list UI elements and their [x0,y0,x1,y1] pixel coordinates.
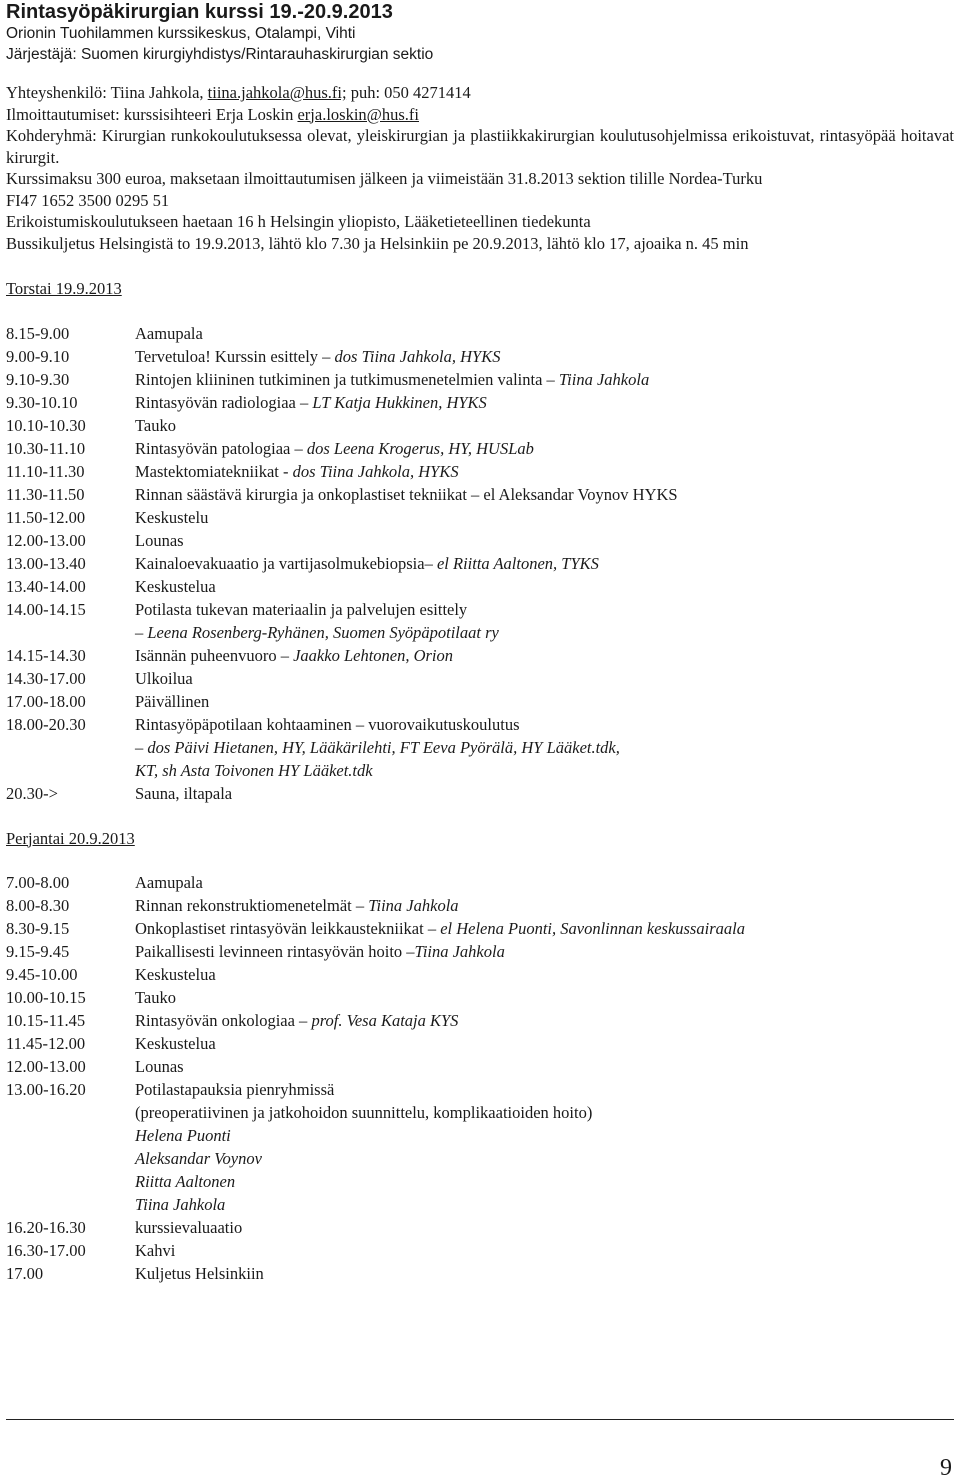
day1-schedule [6,322,954,805]
schedule-time: 9.10-9.30 [6,369,70,389]
target-group: Kohderyhmä: Kirurgian runkokoulutuksessa olevat, yleiskirurgian ja plastiikkakirurgian koulutusohjelmissa erikoistuvat, rintasyöpää hoitavat kirurgit. [6,126,954,167]
schedule-speaker: – Leena Rosenberg-Ryhänen, Suomen Syöpäpotilaat ry [135,622,499,642]
footer-divider [6,1419,954,1420]
schedule-time: 7.00-8.00 [6,873,70,892]
schedule-row [6,940,954,963]
schedule-row [6,460,954,483]
schedule-time: 8.30-9.15 [6,919,70,938]
schedule-entry [135,940,954,963]
schedule-time [6,621,135,644]
schedule-time: 10.15-11.45 [6,1011,86,1030]
schedule-entry [135,644,954,667]
schedule-row [6,1032,954,1055]
schedule-row [6,1055,954,1078]
schedule-entry [135,414,954,437]
schedule-time: 13.00-13.40 [6,553,86,573]
schedule-topic: Keskustelua [135,1034,216,1053]
schedule-entry [135,894,954,917]
schedule-topic: Tauko [135,988,177,1007]
schedule-topic: Tervetuloa! Kurssin esittely [135,346,323,366]
schedule-speaker: Aleksandar Voynov [135,1149,262,1168]
schedule-row [6,1216,954,1239]
schedule-time: 9.15-9.45 [6,942,70,961]
schedule-topic: Rinnan rekonstruktiomenetelmät – [135,896,369,915]
schedule-time [6,1147,135,1170]
schedule-entry [135,736,954,759]
schedule-time: 13.40-14.00 [6,576,86,596]
course-title: Rintasyöpäkirurgian kurssi 19.-20.9.2013 [6,1,393,23]
schedule-topic: Keskustelu [135,507,209,527]
page-number: 9 [940,1455,952,1481]
schedule-row [6,782,954,805]
schedule-entry [135,1101,954,1124]
schedule-row [6,963,954,986]
schedule-speaker: Tiina Jahkola [368,896,459,915]
registration-email-link[interactable]: erja.loskin@hus.fi [297,104,419,124]
schedule-topic: Rintasyövän patologiaa – [135,438,307,458]
contact-line [6,82,954,104]
schedule-row [6,345,954,368]
schedule-topic: Rintasyöpäpotilaan kohtaaminen – vuorovaikutuskoulutus [135,714,520,734]
schedule-topic: Rintasyövän onkologiaa – [135,1011,312,1030]
schedule-entry [135,1239,954,1262]
schedule-time: 12.00-13.00 [6,530,86,550]
course-organizer: Järjestäjä: Suomen kirurgiyhdistys/Rintarauhaskirurgian sektio [6,45,434,63]
contact-phone: puh: 050 4271414 [346,83,471,102]
schedule-topic: Aamupala [135,323,203,343]
schedule-speaker: el Helena Puonti, Savonlinnan keskussairaala [440,919,745,938]
schedule-row [6,917,954,940]
schedule-topic: Päivällinen [135,691,210,711]
schedule-entry [135,575,954,598]
schedule-time [6,1193,135,1216]
schedule-entry [135,345,954,368]
schedule-entry [135,506,954,529]
schedule-topic: Paikallisesti levinneen rintasyövän hoito – [135,942,415,961]
schedule-entry [135,917,954,940]
bus-info: Bussikuljetus Helsingistä to 19.9.2013, lähtö klo 7.30 ja Helsinkiin pe 20.9.2013, lähtö klo 17, ajoaika n. 45 min [6,233,749,253]
schedule-entry [135,483,954,506]
schedule-row [6,736,954,759]
schedule-time: 12.00-13.00 [6,1057,86,1076]
schedule-entry [135,1032,954,1055]
schedule-topic: Kainaloevakuaatio ja vartijasolmukebiopsia– [135,553,437,573]
schedule-row [6,437,954,460]
schedule-entry [135,552,954,575]
schedule-entry [135,782,954,805]
schedule-topic: Mastektomiatekniikat - [135,461,293,481]
schedule-topic: Lounas [135,530,184,550]
schedule-row [6,1170,954,1193]
schedule-entry [135,1078,954,1101]
schedule-row [6,621,954,644]
schedule-time: 16.20-16.30 [6,1218,86,1237]
schedule-row [6,506,954,529]
schedule-row [6,1193,954,1216]
schedule-time: 18.00-20.30 [6,714,86,734]
schedule-entry [135,621,954,644]
schedule-speaker: Riitta Aaltonen [135,1172,236,1191]
credits-info: Erikoistumiskoulutukseen haetaan 16 h Helsingin yliopisto, Lääketieteellinen tiedekunta [6,212,591,231]
schedule-entry [135,1124,954,1147]
schedule-topic: Tauko [135,415,177,435]
schedule-entry [135,713,954,736]
schedule-time: 10.00-10.15 [6,988,86,1007]
schedule-speaker: – dos Päivi Hietanen, HY, Lääkärilehti, FT Eeva Pyörälä, HY Lääket.tdk, [135,737,620,757]
day2-schedule [6,871,954,1285]
schedule-topic: Keskustelua [135,576,216,596]
schedule-time: 20.30-> [6,783,58,803]
schedule-time: 14.30-17.00 [6,668,86,688]
schedule-row [6,368,954,391]
schedule-entry [135,963,954,986]
schedule-row [6,529,954,552]
schedule-time: 8.15-9.00 [6,323,70,343]
schedule-row [6,894,954,917]
registration-line [6,104,954,126]
schedule-row [6,575,954,598]
schedule-time [6,1170,135,1193]
schedule-topic: Rinnan säästävä kirurgia ja onkoplastiset tekniikat – el Aleksandar Voynov HYKS [135,484,678,504]
course-fee: Kurssimaksu 300 euroa, maksetaan ilmoittautumisen jälkeen ja viimeistään 31.8.2013 sektion tilille Nordea-Turku [6,169,763,188]
schedule-entry [135,1262,954,1285]
schedule-row [6,644,954,667]
schedule-time: 8.00-8.30 [6,896,70,915]
schedule-row [6,713,954,736]
contact-email-link[interactable]: tiina.jahkola@hus.fi; [207,83,347,102]
schedule-time: 14.15-14.30 [6,645,86,665]
schedule-topic: Lounas [135,1057,184,1076]
schedule-time: 11.10-11.30 [6,461,85,481]
day2-heading: Perjantai 20.9.2013 [6,828,135,848]
schedule-topic: kurssievaluaatio [135,1218,243,1237]
schedule-topic: Kuljetus Helsinkiin [135,1264,264,1283]
schedule-time: 11.45-12.00 [6,1034,86,1053]
schedule-speaker: Helena Puonti [135,1126,231,1145]
schedule-time: 10.10-10.30 [6,415,86,435]
schedule-topic: Ulkoilua [135,668,193,688]
schedule-speaker: Tiina Jahkola [135,1195,226,1214]
schedule-row [6,552,954,575]
schedule-time [6,1124,135,1147]
schedule-topic: Sauna, iltapala [135,783,233,803]
schedule-topic: Keskustelua [135,965,216,984]
schedule-row [6,483,954,506]
schedule-row [6,1124,954,1147]
schedule-time: 13.00-16.20 [6,1080,86,1099]
schedule-time: 17.00 [6,1264,44,1283]
schedule-row [6,690,954,713]
schedule-time: 16.30-17.00 [6,1241,86,1260]
schedule-topic: Potilastapauksia pienryhmissä [135,1080,335,1099]
schedule-time: 9.45-10.00 [6,965,78,984]
schedule-topic: Isännän puheenvuoro – [135,645,294,665]
schedule-speaker: dos Tiina Jahkola, HYKS [292,461,459,481]
schedule-topic: Kahvi [135,1241,176,1260]
schedule-row [6,1147,954,1170]
schedule-entry [135,437,954,460]
schedule-row [6,1262,954,1285]
schedule-time [6,736,135,759]
schedule-time: 9.30-10.10 [6,392,78,412]
schedule-time: 17.00-18.00 [6,691,86,711]
schedule-row [6,667,954,690]
schedule-entry [135,871,954,894]
schedule-row [6,759,954,782]
day1-heading: Torstai 19.9.2013 [6,279,122,298]
schedule-row [6,1078,954,1101]
schedule-speaker: Jaakko Lehtonen, Orion [293,645,454,665]
schedule-topic: Aamupala [135,873,203,892]
schedule-row [6,391,954,414]
schedule-time: 9.00-9.10 [6,346,70,366]
registration-prefix: Ilmoittautumiset: kurssisihteeri Erja Loskin [6,104,298,124]
schedule-entry [135,598,954,621]
schedule-time: 11.30-11.50 [6,484,85,504]
contact-prefix: Yhteyshenkilö: Tiina Jahkola, [6,83,208,102]
schedule-topic: Rintasyövän radiologiaa – [135,392,313,412]
schedule-time: 10.30-11.10 [6,438,86,458]
schedule-time [6,1101,135,1124]
document-page [6,0,954,1285]
schedule-row [6,1009,954,1032]
schedule-entry [135,1147,954,1170]
schedule-topic: Potilasta tukevan materiaalin ja palvelujen esittely [135,599,468,619]
schedule-entry [135,1170,954,1193]
schedule-row [6,414,954,437]
schedule-entry [135,391,954,414]
schedule-row [6,1101,954,1124]
schedule-speaker: Tiina Jahkola [414,942,505,961]
schedule-entry [135,529,954,552]
schedule-row [6,1239,954,1262]
schedule-entry [135,690,954,713]
schedule-speaker: LT Katja Hukkinen, HYKS [312,392,487,412]
schedule-row [6,598,954,621]
schedule-time: 14.00-14.15 [6,599,86,619]
schedule-topic: Rintojen kliininen tutkiminen ja tutkimusmenetelmien valinta – [135,369,559,389]
schedule-time [6,759,135,782]
schedule-topic: (preoperatiivinen ja jatkohoidon suunnittelu, komplikaatioiden hoito) [135,1103,593,1122]
schedule-entry [135,460,954,483]
schedule-entry [135,1193,954,1216]
schedule-entry [135,368,954,391]
schedule-speaker: KT, sh Asta Toivonen HY Lääket.tdk [135,760,373,780]
schedule-topic: Onkoplastiset rintasyövän leikkaustekniikat – [135,919,441,938]
bank-account: FI47 1652 3500 0295 51 [6,190,170,210]
schedule-entry [135,1009,954,1032]
schedule-entry [135,986,954,1009]
course-venue: Orionin Tuohilammen kurssikeskus, Otalampi, Vihti [6,25,356,42]
schedule-speaker: el Riitta Aaltonen, TYKS [436,553,599,573]
schedule-entry [135,667,954,690]
schedule-speaker: – dos Tiina Jahkola, HYKS [322,346,501,366]
schedule-speaker: prof. Vesa Kataja KYS [311,1011,459,1030]
schedule-row [6,322,954,345]
schedule-speaker: dos Leena Krogerus, HY, HUSLab [306,438,534,458]
schedule-row [6,986,954,1009]
schedule-time: 11.50-12.00 [6,507,86,527]
schedule-entry [135,1216,954,1239]
schedule-entry [135,759,954,782]
schedule-row [6,871,954,894]
schedule-entry [135,1055,954,1078]
schedule-speaker: Tiina Jahkola [558,369,650,389]
schedule-entry [135,322,954,345]
